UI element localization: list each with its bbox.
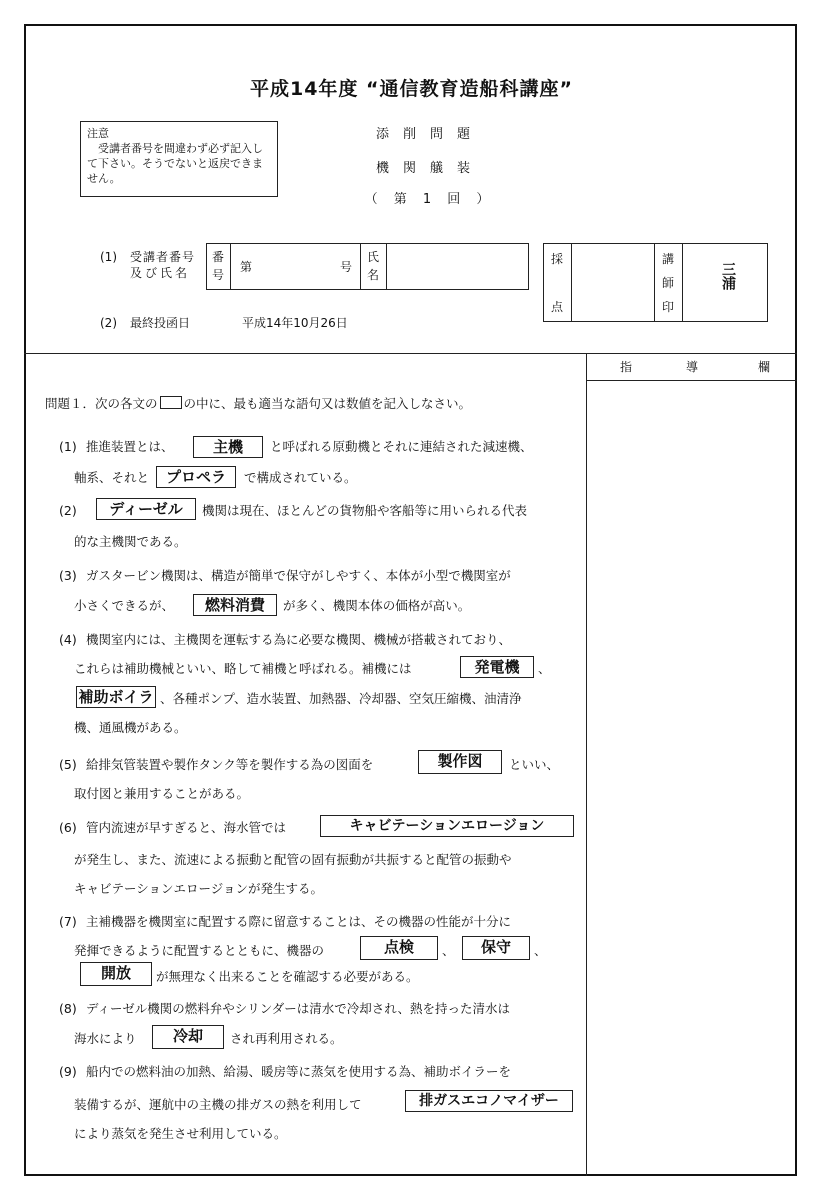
- dai-label: 第: [240, 260, 253, 274]
- page-title: 平成14年度 “通信教育造船科講座”: [249, 78, 574, 100]
- item1-l1b: と呼ばれる原動機とそれに連結された減速機、: [270, 439, 533, 454]
- item7-l2c: 、: [534, 943, 547, 958]
- item-num: (9): [59, 1064, 77, 1079]
- koushi-c: 印: [662, 300, 675, 314]
- answer-field[interactable]: 燃料消費: [193, 594, 277, 616]
- item-num: (6): [59, 820, 77, 835]
- answer-field[interactable]: 製作図: [418, 750, 502, 774]
- item-num: (4): [59, 632, 77, 647]
- item6-l3: キャビテーションエロージョンが発生する。: [74, 881, 324, 896]
- shimei-b: 名: [367, 268, 380, 282]
- question-intro: [45, 396, 471, 412]
- subtitle-tensaku: 添削問題: [375, 127, 484, 142]
- answer-field[interactable]: 冷却: [152, 1025, 224, 1049]
- guide-c1: 指: [620, 360, 633, 374]
- item2-label: 最終投函日: [130, 316, 191, 330]
- answer-field[interactable]: 排ガスエコノマイザー: [405, 1090, 573, 1112]
- item1-num: (1): [100, 250, 117, 264]
- item5-l1b: といい、: [509, 757, 560, 772]
- item7-l2a: 発揮できるように配置するとともに、機器の: [74, 943, 325, 958]
- koushi-a: 講: [662, 252, 675, 266]
- item3-l2b: が多く、機関本体の価格が高い。: [283, 598, 471, 613]
- item4-l3b: 、各種ポンプ、造水装置、加熱器、冷却器、空気圧縮機、油清浄: [160, 691, 522, 706]
- item4-l2a: これらは補助機械といい、略して補機と呼ばれる。補機には: [74, 661, 412, 676]
- item7-l2b: 、: [442, 943, 455, 958]
- divider: [571, 243, 572, 322]
- shimei-a: 氏: [367, 250, 380, 264]
- item6-l2: が発生し、また、流速による振動と配管の固有振動が共振すると配管の振動や: [74, 852, 512, 867]
- bangou-a: 番: [212, 250, 225, 264]
- item1-l2b: で構成されている。: [244, 470, 357, 485]
- guide-head-rule: [586, 380, 797, 381]
- item-num: (7): [59, 914, 77, 929]
- divider: [230, 243, 231, 290]
- item-num: (5): [59, 757, 77, 772]
- go-label: 号: [340, 260, 353, 274]
- koushi-b: 師: [662, 276, 675, 290]
- answer-field[interactable]: プロペラ: [156, 466, 236, 488]
- subtitle-subject: 機関艤装: [375, 161, 484, 176]
- item7-l3b: が無理なく出来ることを確認する必要がある。: [156, 969, 419, 984]
- item2-value: 平成14年10月26日: [242, 316, 348, 330]
- answer-field[interactable]: キャビテーションエロージョン: [320, 815, 574, 837]
- answer-field[interactable]: 補助ボイラ: [76, 686, 156, 708]
- item1-label-b: 及び氏名: [130, 266, 191, 280]
- divider: [682, 243, 683, 322]
- intro-b: の中に、最も適当な語句又は数値を記入しなさい。: [183, 396, 472, 411]
- item2-num: (2): [100, 316, 117, 330]
- item4-l1: 機関室内には、主機関を運転する為に必要な機関、機械が搭載されており、: [86, 632, 512, 647]
- blank-square-icon: [160, 396, 182, 409]
- item7-l1: 主補機器を機関室に配置する際に留意することは、その機器の性能が十分に: [86, 914, 512, 929]
- item-num: (8): [59, 1001, 77, 1016]
- answer-field[interactable]: 点検: [360, 936, 438, 960]
- saiten-b: 点: [551, 300, 564, 314]
- item1-l1a: 推進装置とは、: [86, 439, 174, 454]
- item1-l2a: 軸系、それと: [74, 470, 150, 485]
- saiten-a: 採: [551, 252, 564, 266]
- item4-l2b: 、: [538, 661, 551, 676]
- instructor-seal: 三浦: [720, 262, 736, 290]
- item8-l1: ディーゼル機関の燃料弁やシリンダーは清水で冷却され、熱を持った清水は: [86, 1001, 511, 1016]
- item5-l1a: 給排気管装置や製作タンク等を製作する為の図面を: [86, 757, 374, 772]
- item2-l1b: 機関は現在、ほとんどの貨物船や客船等に用いられる代表: [202, 503, 528, 518]
- item9-l1: 船内での燃料油の加熱、給湯、暖房等に蒸気を使用する為、補助ボイラーを: [86, 1064, 512, 1079]
- guidance-column-header: [588, 355, 795, 379]
- answer-field[interactable]: 保守: [462, 936, 530, 960]
- item2-l2: 的な主機関である。: [74, 534, 187, 549]
- divider: [360, 243, 361, 290]
- item3-l2a: 小さくできるが、: [74, 598, 175, 613]
- notice-title: 注意: [87, 127, 109, 140]
- notice-box: [80, 121, 278, 197]
- intro-a: 問題１．次の各文の: [45, 396, 158, 411]
- bangou-b: 号: [212, 268, 225, 282]
- divider: [654, 243, 655, 322]
- item9-l2a: 装備するが、運航中の主機の排ガスの熱を利用して: [74, 1097, 362, 1112]
- item8-l2a: 海水により: [74, 1031, 137, 1046]
- answer-field[interactable]: ディーゼル: [96, 498, 196, 520]
- item4-l4: 機、通風機がある。: [74, 720, 187, 735]
- item8-l2b: され再利用される。: [230, 1031, 343, 1046]
- item-num: (2): [59, 503, 77, 518]
- guide-c2: 導: [686, 360, 699, 374]
- item9-l3: により蒸気を発生させ利用している。: [74, 1126, 287, 1141]
- item5-l2: 取付図と兼用することがある。: [74, 786, 250, 801]
- body-top-rule: [24, 353, 797, 354]
- answer-field[interactable]: 開放: [80, 962, 152, 986]
- guide-column-rule: [586, 353, 587, 1176]
- subtitle-round: （ 第 1 回 ）: [364, 192, 496, 207]
- item6-l1a: 管内流速が早すぎると、海水管では: [86, 820, 287, 835]
- divider: [386, 243, 387, 290]
- item3-l1: ガスタービン機関は、構造が簡単で保守がしやすく、本体が小型で機関室が: [86, 568, 511, 583]
- item-num: (3): [59, 568, 77, 583]
- guide-c3: 欄: [758, 360, 771, 374]
- answer-field[interactable]: 発電機: [460, 656, 534, 678]
- item-num: (1): [59, 439, 77, 454]
- answer-field[interactable]: 主機: [193, 436, 263, 458]
- notice-body: 受講者番号を間違わず必ず記入して下さい。そうでないと返戻できません。: [87, 142, 263, 185]
- item1-label-a: 受講者番号: [130, 250, 196, 264]
